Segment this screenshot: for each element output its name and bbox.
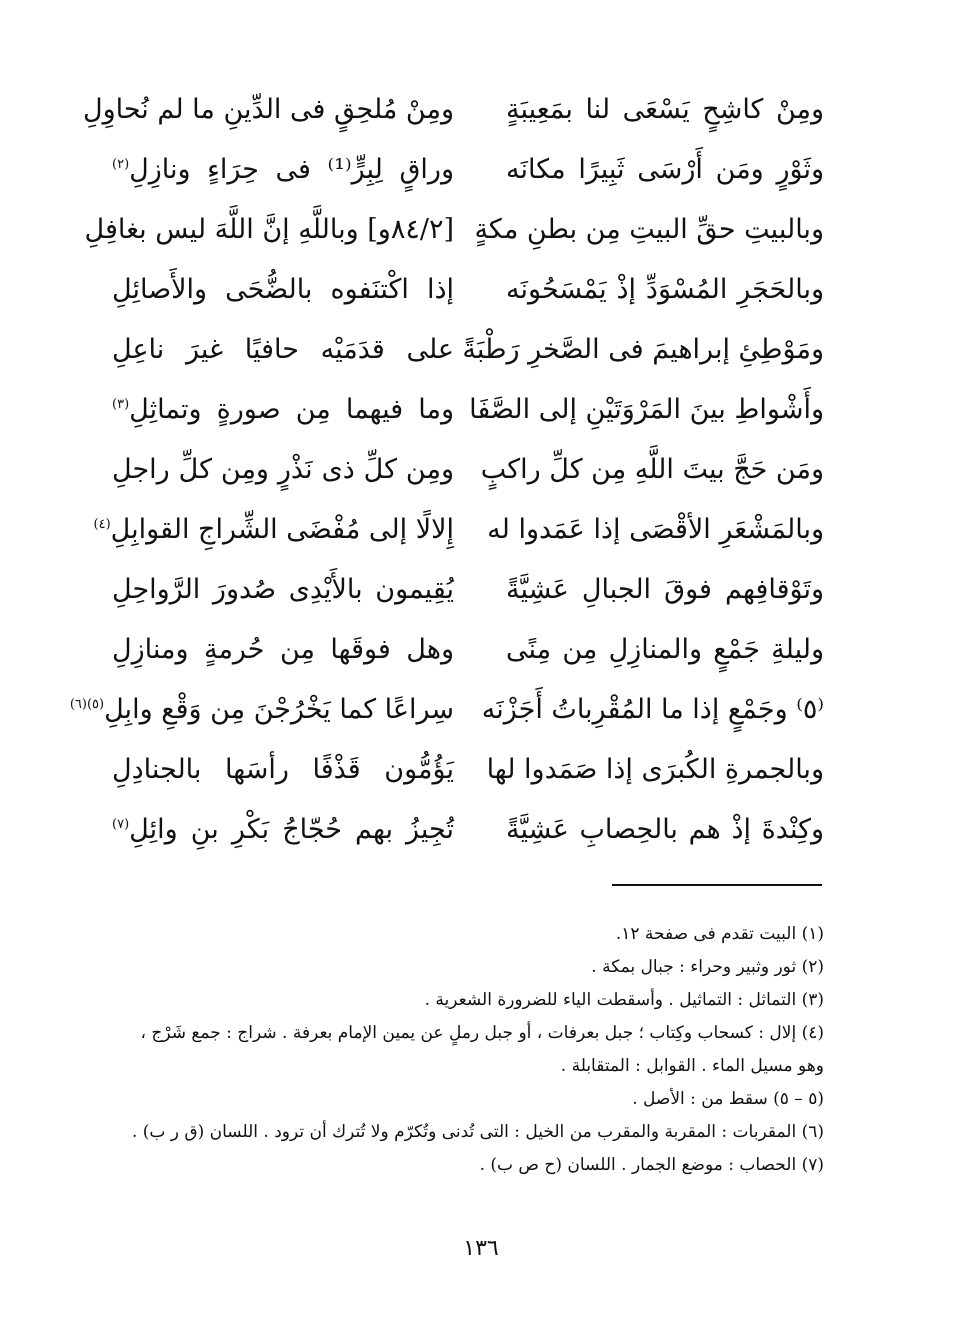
verse-first-hemistich: وبالجمرةِ الكُبرَى إذا صَمَدوا لها [486,754,824,785]
verse-second-hemistich [112,802,454,858]
footnote-ref: (٢) [112,157,130,172]
footnotes [112,918,824,1182]
footnote: (٦) المقربات : المقربة والمقرب من الخيل : التى تُدنى وتُكرّم ولا تُترك أن ترود . اللسان (ق ر ب) . [131,1122,824,1142]
verse-first-hemistich: وبالمَشْعَرِ الأقْصَى إذا عَمَدوا له [487,514,824,545]
verse-first-hemistich: ومَوْطِئِ إبراهيمَ فى الصَّخرِ رَطْبَةً [462,334,824,365]
footnote: (٧) الحصاب : موضع الجمار . اللسان (ح ص ب) . [479,1155,824,1175]
verse-first-hemistich: وتَوْقافِهم فوقَ الجبالِ عَشِيَّةً [506,574,824,605]
verse-first-hemistich: وليلةِ جَمْعٍ والمنازِلِ مِن مِنًى [506,634,824,665]
footnote-ref: (٤) [93,517,111,532]
verse [112,322,824,382]
footnote: (١) البيت تقدم فى صفحة ١٢. [615,924,824,944]
footnote: (٤) إلال : كسحاب وكِتاب ؛ جبل بعرفات ، أو جبل رملٍ عن يمين الإمام بعرفة . شراج : جمع شَرْج ، [140,1023,824,1043]
verse-second-hemistich: يُقِيمون بالأَيْدِى صُدورَ الرَّواحِلِ [112,574,454,605]
verse-second-hemistich-text: إِلالًا إلى مُفْضَى الشِّراجِ القوابِلِ [110,514,454,545]
poem-verses [69,82,824,862]
verse [93,502,824,562]
page-number: ١٣٦ [463,1236,499,1261]
verse-second-hemistich: ومِن كلِّ ذى نَذْرٍ ومِن كلِّ راجلِ [112,454,454,485]
verse [112,562,824,622]
verse-second-hemistich: ومِنْ مُلحِقٍ فى الدِّينِ ما لم نُحاوِلِ [83,94,454,125]
verse [69,682,824,742]
verse [112,442,824,502]
footnote: (٥ – ٥) سقط من : الأصل . [632,1089,824,1109]
footnote-ref: (٧) [112,817,130,832]
verse-second-hemistich: على قدَمَيْه حافيًا غيرَ ناعِلِ [112,334,454,365]
footnote-separator [612,884,822,886]
verse-second-hemistich-text: وما فيهما مِن صورةٍ وتماثِلِ [129,394,454,425]
verse [112,742,824,802]
verse-second-hemistich [93,502,454,558]
footnote: (٢) ثور وثبير وحراء : جبال بمكة . [591,957,824,977]
verse-second-hemistich [112,142,454,198]
verse-second-hemistich-text: سِراعًا كما يَخْرُجْنَ مِن وَقْعِ وابِلِ [104,694,454,725]
verse-first-hemistich: ⁽٥⁾ وجَمْعٍ إذا ما المُقْرِباتُ أَجَزْنَه [481,694,824,725]
verse [112,142,824,202]
verse [112,382,824,442]
verse-first-hemistich: وكِنْدةَ إذْ هم بالحِصابِ عَشِيَّةً [506,814,824,845]
verse-second-hemistich [112,382,454,438]
verse-second-hemistich: إذا اكْتنَفوه بالضُّحَى والأَصائِلِ [112,274,454,305]
verse-first-hemistich: وثَوْرٍ ومَن أَرْسَى ثَبِيرًا مكانَه [506,154,824,185]
footnote-continuation: وهو مسيل الماء . القوابل : المتقابلة . [560,1056,824,1076]
verse-second-hemistich [69,682,454,738]
verse-second-hemistich: وهل فوقَها مِن حُرمةٍ ومنازِلِ [112,634,454,665]
footnote-ref: (٣) [112,397,130,412]
verse [112,622,824,682]
verse-second-hemistich: يَؤُمُّون قَذْفًا رأسَها بالجنادِلِ [112,754,454,785]
verse-first-hemistich: وبالحَجَرِ المُسْوَدِّ إذْ يَمْسَحُونَه [506,274,824,305]
footnote: (٣) التماثل : التماثيل . وأسقطت الياء للضرورة الشعرية . [424,990,824,1010]
verse-first-hemistich: ومَن حَجَّ بيتَ اللَّهِ مِن كلِّ راكبٍ [480,454,824,485]
verse-first-hemistich: وبالبيتِ حقِّ البيتِ مِن بطنِ مكةٍ [474,214,824,245]
verse-second-hemistich: [٨٤/٢و] وباللَّهِ إنَّ اللَّهَ ليس بغافِلِ [84,214,454,245]
verse-second-hemistich-text: وراقٍ لِبِرٍّ⁽¹⁾ فى حِرَاءٍ ونازِلِ [129,154,454,185]
verse [112,802,824,862]
verse-first-hemistich: ومِنْ كاشِحٍ يَسْعَى لنا بمَعِيبَةٍ [506,94,824,125]
verse [112,262,824,322]
verse-first-hemistich: وأَشْواطِ بينَ المَرْوَتَيْنِ إلى الصَّفَا [469,394,824,425]
verse [83,82,824,142]
footnote-ref: (٥)(٦) [69,697,105,712]
verse [84,202,824,262]
verse-second-hemistich-text: تُجِيزُ بهم حُجّاجُ بَكْرِ بنِ وائِلِ [129,814,454,845]
